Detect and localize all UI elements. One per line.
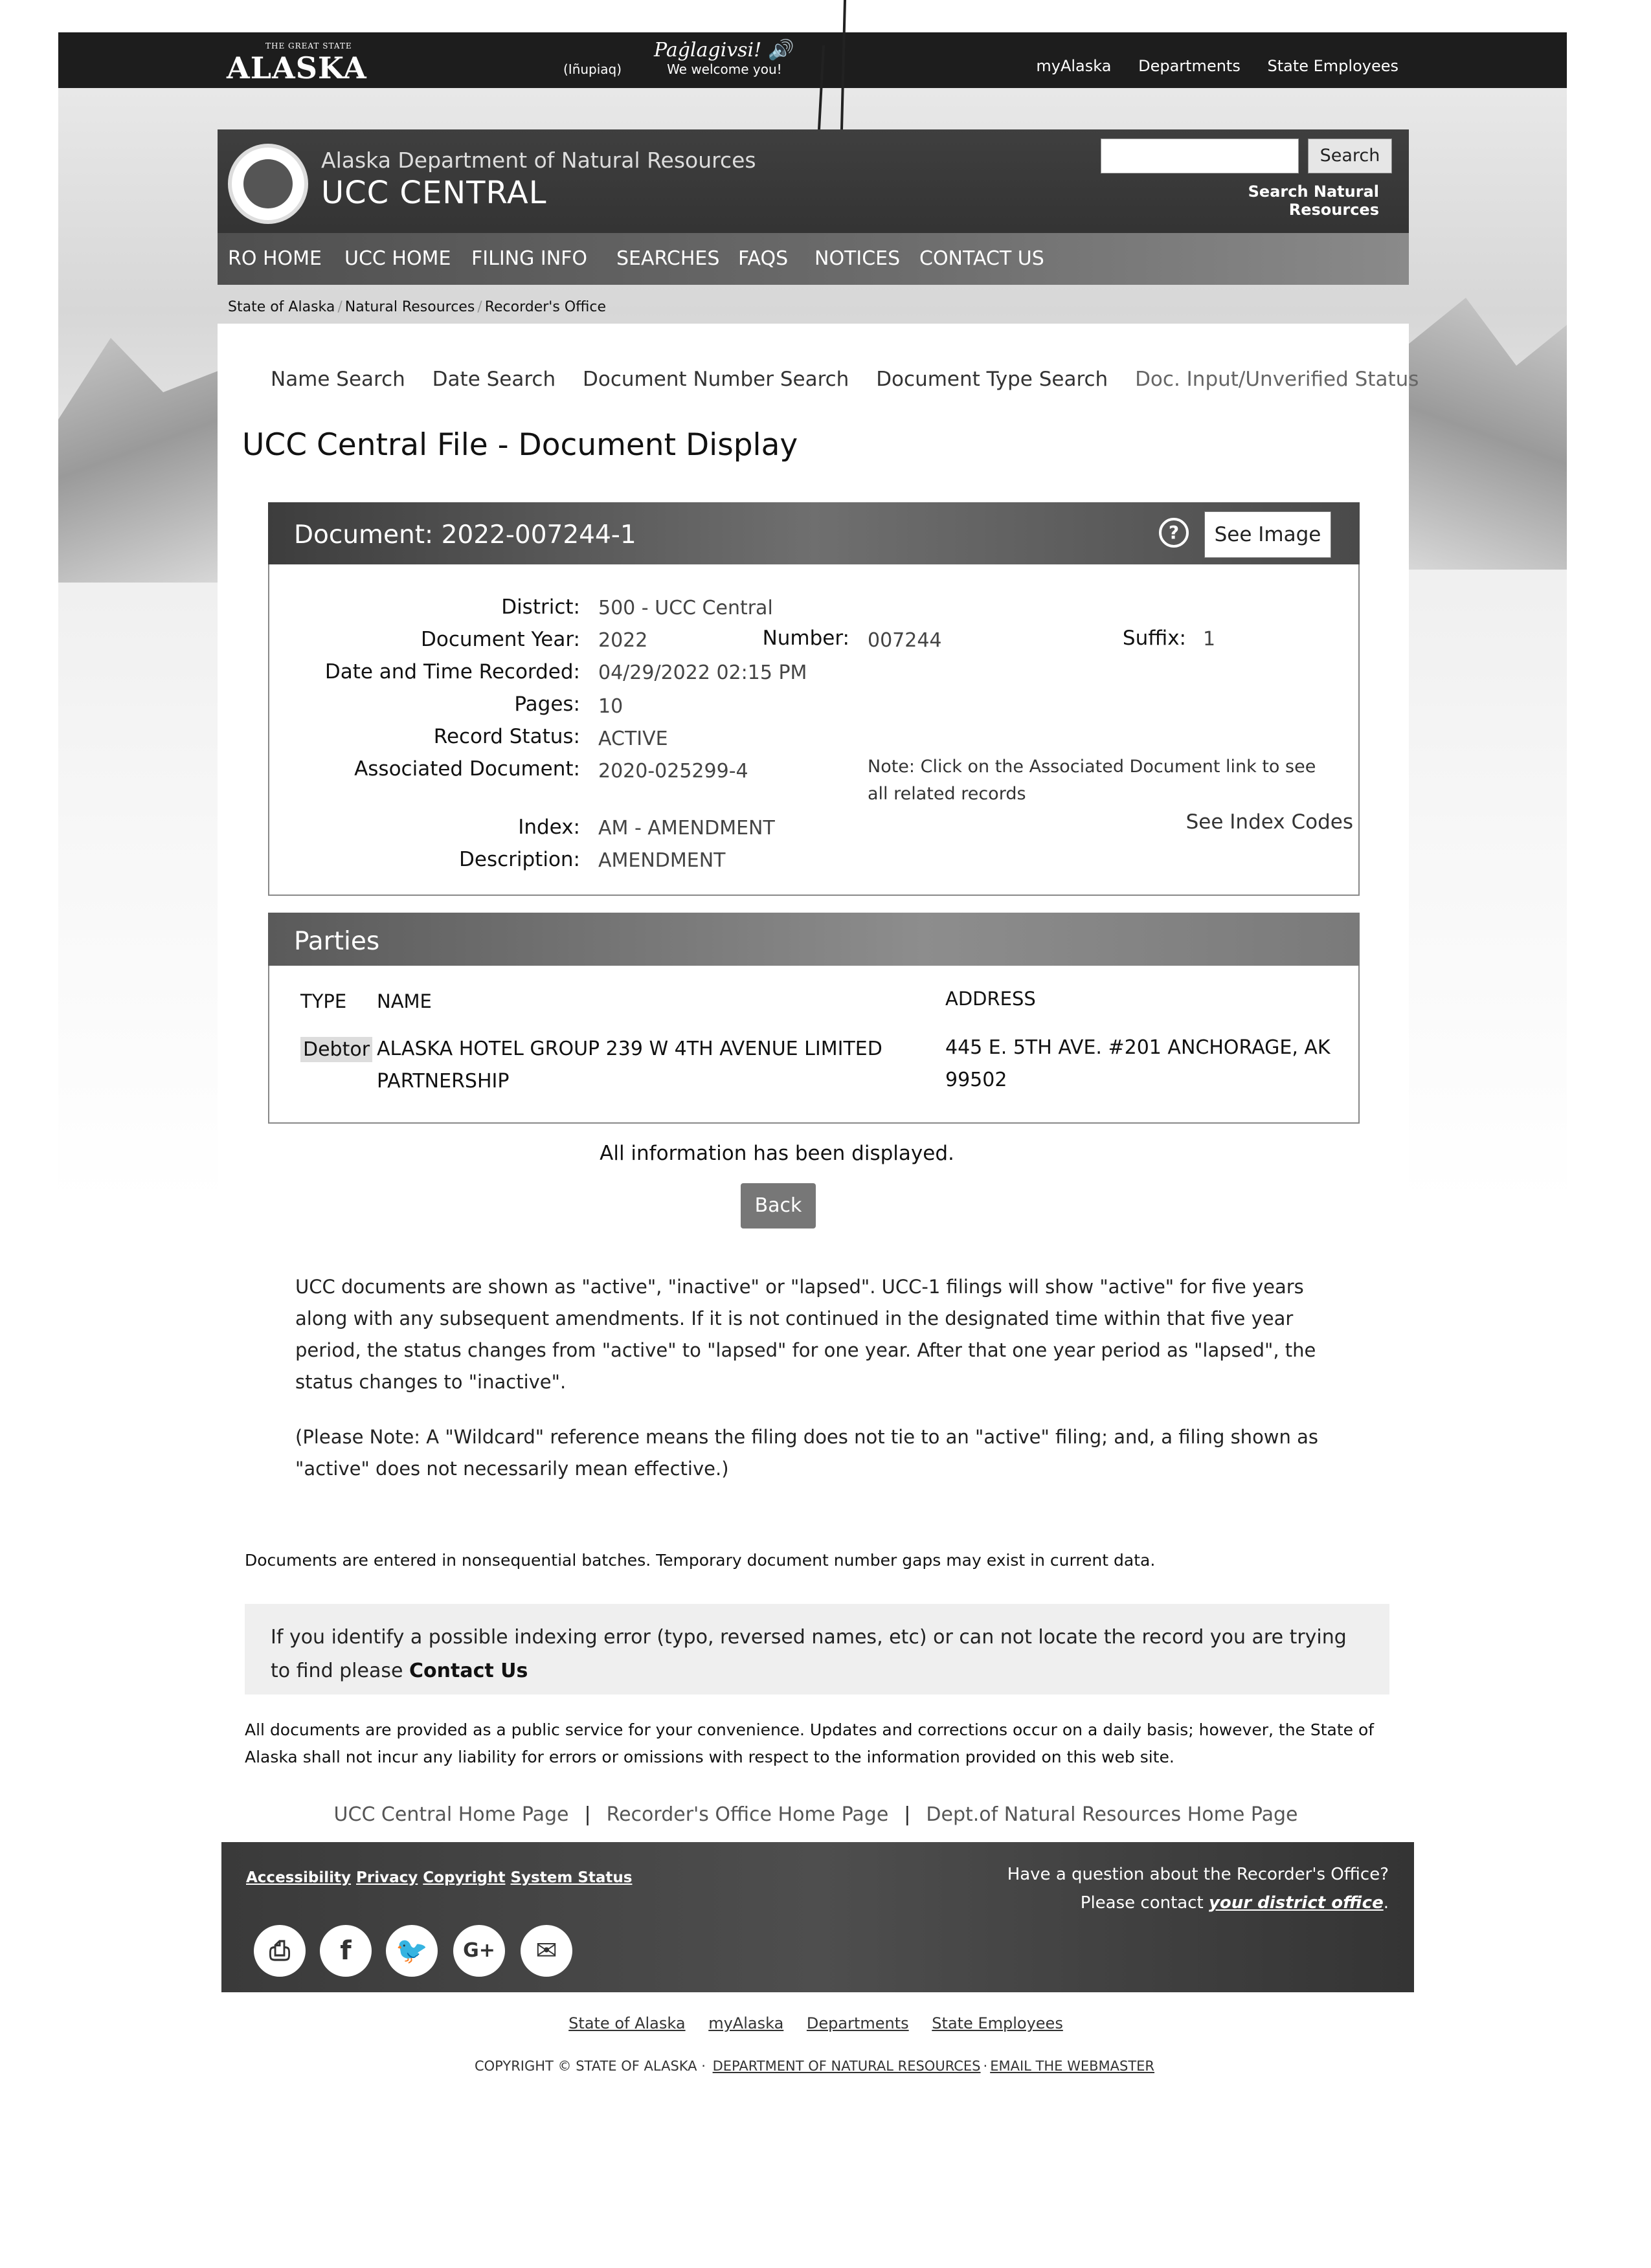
site-name[interactable]: UCC CENTRAL — [321, 175, 547, 211]
welcome-message — [563, 39, 792, 77]
number-value: 007244 — [868, 629, 942, 652]
assoc-document-link[interactable]: 2020-025299-4 — [598, 760, 748, 783]
dnr-link[interactable]: DEPARTMENT OF NATURAL RESOURCES — [712, 2058, 981, 2074]
status-value: ACTIVE — [598, 728, 668, 750]
page-title: UCC Central File - Document Display — [242, 427, 798, 463]
footer-accessibility[interactable]: Accessibility — [246, 1869, 352, 1886]
see-index-codes-link[interactable]: See Index Codes — [1185, 810, 1353, 834]
year-value: 2022 — [598, 629, 648, 652]
bottom-link-state[interactable]: State of Alaska — [568, 2014, 686, 2032]
breadcrumb: State of Alaska / Natural Resources / Recorder's Office — [228, 299, 607, 315]
google-plus-icon[interactable]: G+ — [453, 1925, 505, 1977]
tab-name-search[interactable]: Name Search — [271, 368, 405, 391]
statebar-link-departments[interactable]: Departments — [1138, 57, 1241, 75]
error-report-text: If you identify a possible indexing error (typo, reversed names, etc) or can not locate the record you are trying to find please Contact Us — [271, 1626, 1347, 1682]
email-webmaster-link[interactable]: EMAIL THE WEBMASTER — [990, 2058, 1155, 2074]
tab-document-type-search[interactable]: Document Type Search — [876, 368, 1108, 391]
breadcrumb-state[interactable]: State of Alaska — [228, 299, 335, 315]
status-label: Record Status: — [433, 725, 580, 748]
welcome-native: Paġlagivsi! — [654, 39, 762, 61]
footer-question: Have a question about the Recorder's Office? Please contact your district office. — [1007, 1865, 1389, 1913]
nav-notices[interactable]: NOTICES — [814, 247, 901, 270]
bottom-link-employees[interactable]: State Employees — [932, 2014, 1063, 2032]
email-icon[interactable]: ✉ — [521, 1925, 572, 1977]
suffix-label: Suffix: — [1122, 627, 1186, 650]
ucc-home-link[interactable]: UCC Central Home Page — [333, 1803, 569, 1826]
home-links: UCC Central Home Page | Recorder's Office Home Page | Dept.of Natural Resources Home Page — [333, 1803, 1298, 1826]
index-value: AM - AMENDMENT — [598, 817, 775, 839]
statebar-link-employees[interactable]: State Employees — [1267, 57, 1398, 75]
party-address: 445 E. 5TH AVE. #201 ANCHORAGE, AK 99502 — [945, 1036, 1331, 1091]
question-circle-icon[interactable]: ? — [1159, 518, 1189, 548]
recorded-label: Date and Time Recorded: — [324, 660, 580, 684]
speaker-icon[interactable]: 🔊 — [767, 39, 792, 61]
copyright-line: COPYRIGHT © STATE OF ALASKA · DEPARTMENT OF NATURAL RESOURCES · EMAIL THE WEBMASTER — [474, 2058, 1155, 2074]
assoc-label: Associated Document: — [354, 757, 580, 781]
all-displayed-message: All information has been displayed. — [600, 1142, 954, 1165]
col-name-header: NAME — [377, 990, 432, 1012]
footer-system-status[interactable]: System Status — [510, 1869, 633, 1886]
recorded-value: 04/29/2022 02:15 PM — [598, 662, 807, 684]
col-address-header: ADDRESS — [945, 988, 1036, 1010]
district-value: 500 - UCC Central — [598, 597, 773, 619]
suffix-value: 1 — [1203, 628, 1216, 650]
dnr-home-link[interactable]: Dept.of Natural Resources Home Page — [926, 1803, 1298, 1826]
district-label: District: — [501, 595, 580, 619]
nav-faqs[interactable]: FAQS — [738, 247, 789, 270]
disclaimer: All documents are provided as a public service for your convenience. Updates and corrections occur on a daily basis; however, the State of Alaska shall not incur any liability for errors or omissions with respect to the information provided on this web site. — [245, 1720, 1375, 1766]
see-image-button[interactable]: See Image — [1204, 511, 1331, 558]
department-name: Alaska Department of Natural Resources — [321, 148, 756, 173]
nav-contact-us[interactable]: CONTACT US — [919, 247, 1044, 270]
pages-label: Pages: — [514, 693, 580, 716]
welcome-lang: (Iñupiaq) — [563, 61, 622, 77]
party-name: ALASKA HOTEL GROUP 239 W 4TH AVENUE LIMITED PARTNERSHIP — [377, 1038, 882, 1093]
party-type: Debtor — [300, 1037, 372, 1062]
search-button[interactable]: Search — [1308, 139, 1392, 173]
twitter-icon[interactable]: 🐦 — [386, 1925, 438, 1977]
nav-ro-home[interactable]: RO HOME — [228, 247, 322, 270]
search-tabs — [271, 368, 1439, 391]
index-label: Index: — [518, 816, 580, 839]
bottom-link-myalaska[interactable]: myAlaska — [708, 2014, 784, 2032]
parties-title: Parties — [294, 927, 380, 956]
state-links — [1014, 57, 1398, 75]
footer-links — [246, 1869, 637, 1886]
breadcrumb-recorder[interactable]: Recorder's Office — [484, 299, 607, 315]
welcome-en: We welcome you! — [667, 61, 782, 77]
nav-filing-info[interactable]: FILING INFO — [471, 247, 588, 270]
breadcrumb-dnr[interactable]: Natural Resources — [344, 299, 475, 315]
description-value: AMENDMENT — [598, 849, 726, 872]
bottom-links — [0, 2014, 1632, 2032]
nav-searches[interactable]: SEARCHES — [616, 247, 720, 270]
document-title: Document: 2022-007244-1 — [294, 520, 636, 550]
dnr-seal-icon[interactable] — [228, 144, 308, 224]
tab-unverified-status[interactable]: Doc. Input/Unverified Status — [1135, 368, 1419, 391]
tab-document-number-search[interactable]: Document Number Search — [582, 368, 849, 391]
contact-us-link[interactable]: Contact Us — [409, 1660, 528, 1682]
batches-note: Documents are entered in nonsequential batches. Temporary document number gaps may exist in current data. — [245, 1551, 1156, 1570]
recorder-home-link[interactable]: Recorder's Office Home Page — [606, 1803, 889, 1826]
district-office-link[interactable]: your district office — [1208, 1893, 1384, 1913]
print-icon[interactable]: ⎙ — [254, 1925, 306, 1977]
parties-panel-header — [268, 913, 1360, 966]
bottom-link-departments[interactable]: Departments — [806, 2014, 909, 2032]
description-label: Description: — [459, 848, 580, 871]
tab-date-search[interactable]: Date Search — [432, 368, 556, 391]
back-button[interactable]: Back — [741, 1183, 816, 1228]
status-explanation: UCC documents are shown as "active", "inactive" or "lapsed". UCC-1 filings will show "active" for five years along with any subsequent amendments. If it is not continued in the designated time within that five year period, the status changes from "active" to "lapsed" for one year. After that one year period as "lapsed", the status changes to "inactive". — [295, 1276, 1316, 1393]
footer-privacy[interactable]: Privacy — [356, 1869, 418, 1886]
footer-copyright[interactable]: Copyright — [423, 1869, 506, 1886]
wildcard-note: (Please Note: A "Wildcard" reference means the filing does not tie to an "active" filing; and, a filing shown as "active" does not necessarily mean effective.) — [295, 1426, 1319, 1480]
alaska-logo[interactable]: THE GREAT STATE ALASKA — [227, 41, 367, 85]
number-label: Number: — [762, 627, 849, 650]
search-input[interactable] — [1101, 139, 1299, 173]
assoc-note: Note: Click on the Associated Document link to see all related records — [868, 757, 1316, 804]
pages-value: 10 — [598, 695, 623, 718]
state-top-bar — [58, 32, 1567, 88]
year-label: Document Year: — [421, 628, 580, 651]
search-caption: Search Natural Resources — [1248, 183, 1379, 219]
statebar-link-myalaska[interactable]: myAlaska — [1036, 57, 1112, 75]
main-nav — [218, 233, 1409, 285]
nav-ucc-home[interactable]: UCC HOME — [344, 247, 451, 270]
facebook-icon[interactable]: f — [320, 1925, 372, 1977]
col-type-header: TYPE — [300, 990, 347, 1012]
